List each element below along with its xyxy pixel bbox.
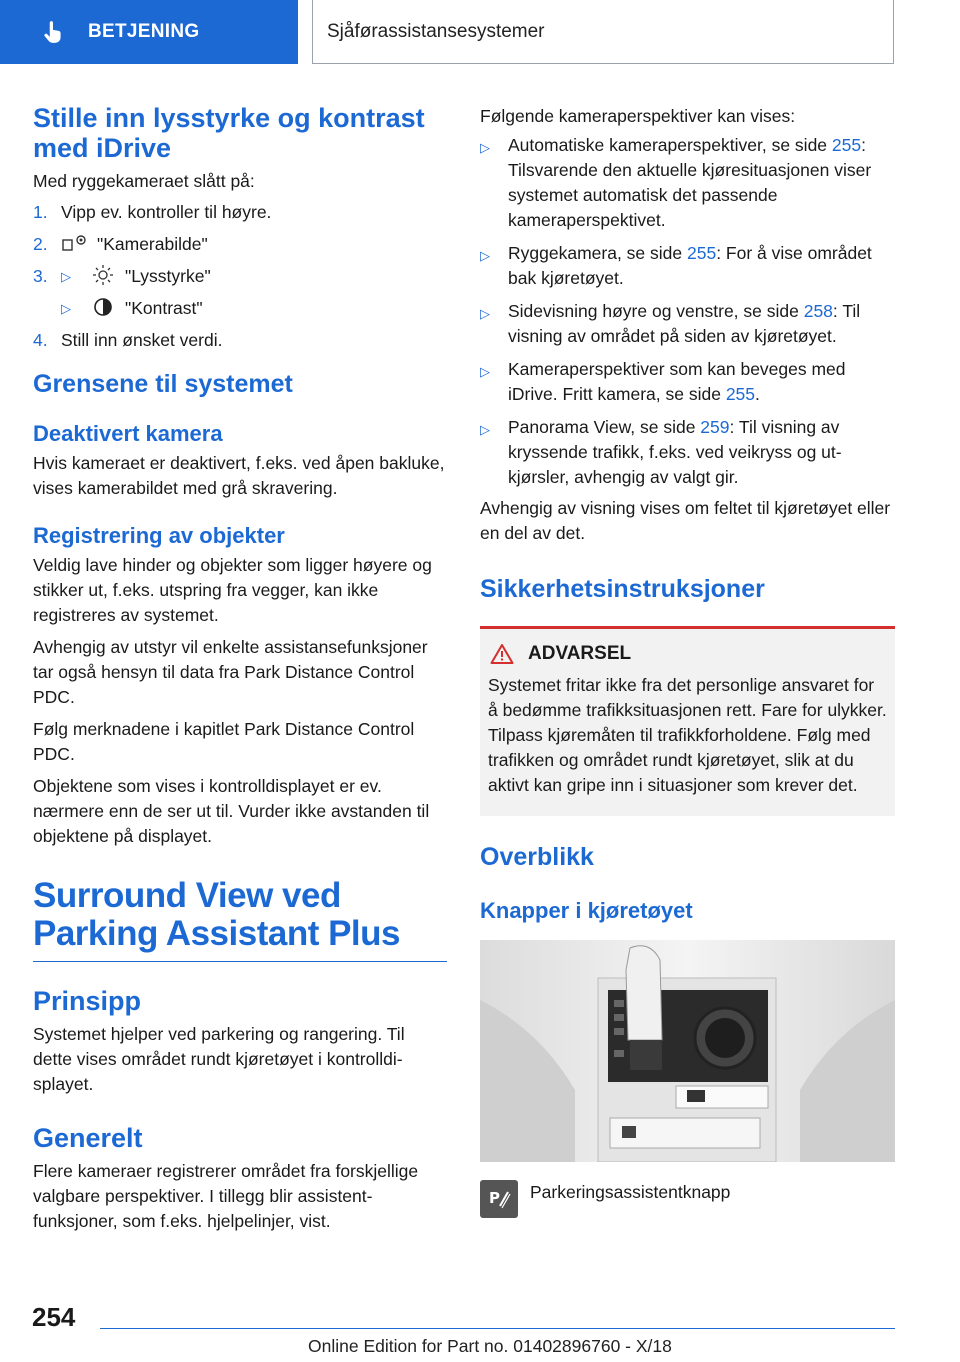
heading-divider [33, 961, 447, 962]
svg-text:P: P [489, 1189, 500, 1207]
chapter-tab[interactable] [0, 0, 298, 64]
left-column [33, 100, 447, 1234]
warning-label: ADVARSEL [528, 643, 632, 664]
triangle-bullet-icon: ▷ [480, 306, 490, 321]
triangle-bullet-icon: ▷ [480, 140, 490, 155]
center-console-image [480, 940, 895, 1162]
objects-paragraph: Objektene som vises i kontrolldisplayet er ev. nærmere enn de ser ut til. Vurder ikke avstanden til objektene på displayet. [33, 776, 430, 846]
list-item: ▷ Kameraperspektiver som kan beveges med iDrive. Fritt kamera, se side 255. [480, 357, 895, 407]
step-number [33, 296, 61, 321]
heading-principle: Prinsipp [33, 986, 142, 1016]
step-number: 4. [33, 330, 48, 350]
deactivated-text: Hvis kameraet er deaktivert, f.eks. ved åpen bakluke, vises kamerabildet med grå skravering. [33, 453, 445, 498]
heading-safety: Sikkerhetsinstruksjoner [480, 575, 765, 603]
step-text: "Lysstyrke" [125, 266, 211, 286]
heading-brightness-contrast: Stille inn lysstyrke og kontrast med iDrive [33, 103, 425, 163]
page-link[interactable]: 258 [803, 301, 833, 321]
heading-surround-view: Surround View ved Parking Assistant Plus [33, 876, 400, 953]
list-item: ▷ Panorama View, se side 259: Til visning av kryssende trafikk, f.eks. ved veikryss og utkjørsler, avhengig av valgt gir. [480, 415, 895, 490]
footer-divider [100, 1328, 895, 1329]
warning-text: Systemet fritar ikke fra det personlige ansvaret for å bedømme trafikksituasjonen rett. Fare for ulykker. Tilpass kjøremåten til trafikkforholdene. Følg med trafikken og området rundt kjøretøyet, slik at du aktivt kan gripe inn i situasjoner som krever det. [488, 675, 887, 795]
list-item: ▷ Ryggekamera, se side 255: For å vise området bak kjøretøyet. [480, 241, 895, 291]
step-number: 3. [33, 266, 48, 286]
step-text: "Kontrast" [125, 298, 203, 318]
list-item [33, 296, 447, 321]
heading-overview: Overblikk [480, 843, 594, 871]
objects-paragraph: Følg merknadene i kapitlet Park Distance Control PDC. [33, 719, 415, 764]
triangle-bullet-icon: ▷ [480, 248, 490, 263]
step-number: 2. [33, 234, 48, 254]
page-link[interactable]: 255 [831, 135, 862, 155]
chapter-tab-label: BETJENING [88, 21, 200, 42]
contrast-icon [89, 296, 117, 318]
perspectives-list [480, 133, 895, 490]
step-text: Still inn ønsket verdi. [61, 330, 223, 350]
list-item [33, 200, 447, 225]
hand-pointer-icon [40, 19, 66, 45]
camera-settings-icon [61, 232, 89, 254]
heading-vehicle-buttons: Knapper i kjøretøyet [480, 898, 693, 923]
brightness-icon [89, 264, 117, 286]
heading-general: Generelt [33, 1123, 143, 1153]
page-link[interactable]: 255 [686, 243, 717, 263]
objects-paragraph: Avhengig av utstyr vil enkelte assistansefunksjoner tar også hensyn til data fra Park Distance Control PDC. [33, 637, 428, 707]
general-text: Flere kameraer registrerer området fra forskjellige valgbare perspektiver. I tillegg blir assistentfunksjoner, som f.eks. hjelpelinjer, vist. [33, 1161, 419, 1231]
list-item: ▷ Automatiske kameraperspektiver, se side 255: Tilsvarende den aktuelle kjøresituasjonen viser systemet automatisk det passende kameraperspektivet. [480, 133, 895, 233]
section-title: Sjåførassistansesystemer [312, 0, 894, 64]
parking-assistant-icon [480, 1180, 518, 1218]
step-text: "Kamerabilde" [97, 234, 208, 254]
warning-box [480, 626, 895, 816]
footer-edition: Online Edition for Part no. 01402896760 - X/18 [308, 1336, 672, 1356]
step-text: Vipp ev. kontroller til høyre. [61, 202, 272, 222]
list-item [33, 232, 447, 257]
warning-triangle-icon [490, 643, 514, 665]
perspectives-outro: Avhengig av visning vises om feltet til kjøretøyet eller en del av det. [480, 498, 891, 543]
console-photo [480, 940, 895, 1162]
list-item [33, 328, 447, 353]
principle-text: Systemet hjelper ved parkering og rangering. Til dette vises området rundt kjøretøyet i kontrolldisplayet. [33, 1024, 405, 1094]
objects-paragraph: Veldig lave hinder og objekter som ligger høyere og stikker ut, f.eks. utspring fra vegger, kan ikke registreres av systemet. [33, 555, 432, 625]
list-item: ▷ Sidevisning høyre og venstre, se side 258: Til visning av området på siden av kjøretøyet. [480, 299, 895, 349]
perspectives-intro: Følgende kameraperspektiver kan vises: [480, 106, 796, 126]
right-column [480, 104, 895, 1218]
page-number: 254 [32, 1302, 76, 1332]
triangle-bullet-icon: ▷ [480, 422, 490, 437]
triangle-bullet-icon: ▷ [480, 364, 490, 379]
step-number: 1. [33, 202, 48, 222]
heading-system-limits: Grensene til systemet [33, 370, 293, 398]
steps-list [33, 200, 447, 353]
page-link[interactable]: 255 [725, 384, 756, 404]
heading-object-detection: Registrering av objekter [33, 523, 285, 548]
list-item [33, 264, 447, 289]
triangle-bullet-icon: ▷ [61, 301, 71, 316]
triangle-bullet-icon: ▷ [61, 269, 71, 284]
page-link[interactable]: 259 [700, 417, 730, 437]
button-legend [480, 1180, 895, 1218]
heading-deactivated-camera: Deaktivert kamera [33, 421, 223, 446]
brightness-intro: Med ryggekameraet slått på: [33, 171, 255, 191]
button-caption: Parkeringsassistentknapp [530, 1182, 731, 1202]
